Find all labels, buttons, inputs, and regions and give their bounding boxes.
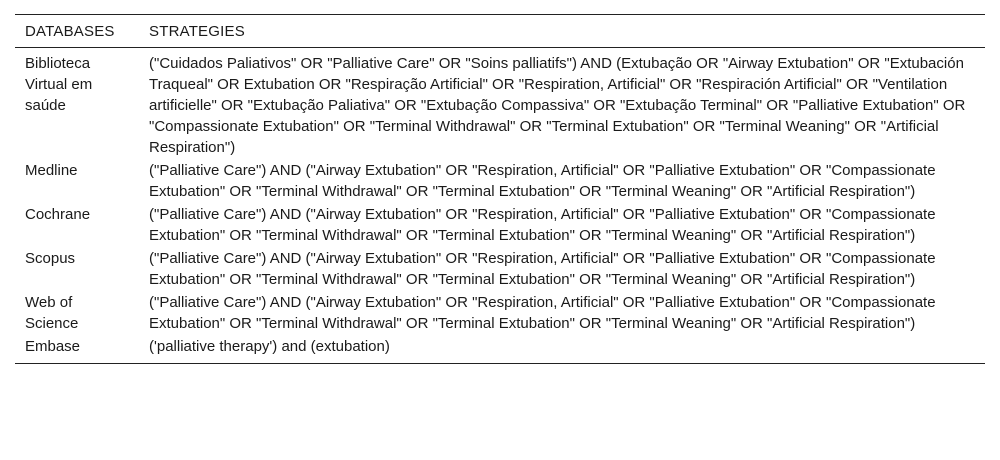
strategy-cell: ("Palliative Care") AND ("Airway Extubation" OR "Respiration, Artificial" OR "Palliative Extubation" OR "Compassionate Extubation" OR "Terminal Withdrawal" OR "Terminal Extubation" OR "Terminal Weaning" OR "Artificial Respiration") <box>149 206 936 244</box>
table-header-row <box>15 15 985 48</box>
strategy-cell: ("Palliative Care") AND ("Airway Extubation" OR "Respiration, Artificial" OR "Palliative Extubation" OR "Compassionate Extubation" OR "Terminal Withdrawal" OR "Terminal Extubation" OR "Terminal Weaning" OR "Artificial Respiration") <box>149 294 936 332</box>
table-row <box>15 48 985 160</box>
strategy-cell: ("Palliative Care") AND ("Airway Extubation" OR "Respiration, Artificial" OR "Palliative Extubation" OR "Compassionate Extubation" OR "Terminal Withdrawal" OR "Terminal Extubation" OR "Terminal Weaning" OR "Artificial Respiration") <box>149 250 936 288</box>
table-row <box>15 335 985 364</box>
table-row <box>15 291 985 335</box>
database-cell: Biblioteca Virtual em saúde <box>25 55 93 114</box>
header-strategies: STRATEGIES <box>149 23 245 40</box>
database-cell: Scopus <box>25 250 76 267</box>
database-cell: Medline <box>25 162 78 179</box>
strategy-cell: ("Cuidados Paliativos" OR "Palliative Care" OR "Soins palliatifs") AND (Extubação OR "Airway Extubation" OR "Extubación Traqueal" OR Extubation OR "Respiração Artificial" OR "Respiration, Artificial" OR "Respiración Artificial" OR "Ventilation artificielle" OR "Extubação Paliativa" OR "Extubação Compassiva" OR "Extubação Terminal" OR "Palliative Extubation" OR "Compassionate Extubation" OR "Terminal Withdrawal" OR "Terminal Extubation" OR "Terminal Weaning" OR "Artificial Respiration") <box>149 55 966 156</box>
search-strategies-table-container <box>15 14 985 364</box>
database-cell: Cochrane <box>25 206 91 223</box>
strategy-cell: ('palliative therapy') and (extubation) <box>149 338 390 355</box>
strategy-cell: ("Palliative Care") AND ("Airway Extubation" OR "Respiration, Artificial" OR "Palliative Extubation" OR "Compassionate Extubation" OR "Terminal Withdrawal" OR "Terminal Extubation" OR "Terminal Weaning" OR "Artificial Respiration") <box>149 162 936 200</box>
database-cell: Web of Science <box>25 294 79 332</box>
table-row <box>15 159 985 203</box>
table-row <box>15 203 985 247</box>
table-row <box>15 247 985 291</box>
header-databases: DATABASES <box>25 23 115 40</box>
search-strategies-table <box>15 14 985 364</box>
database-cell: Embase <box>25 338 81 355</box>
